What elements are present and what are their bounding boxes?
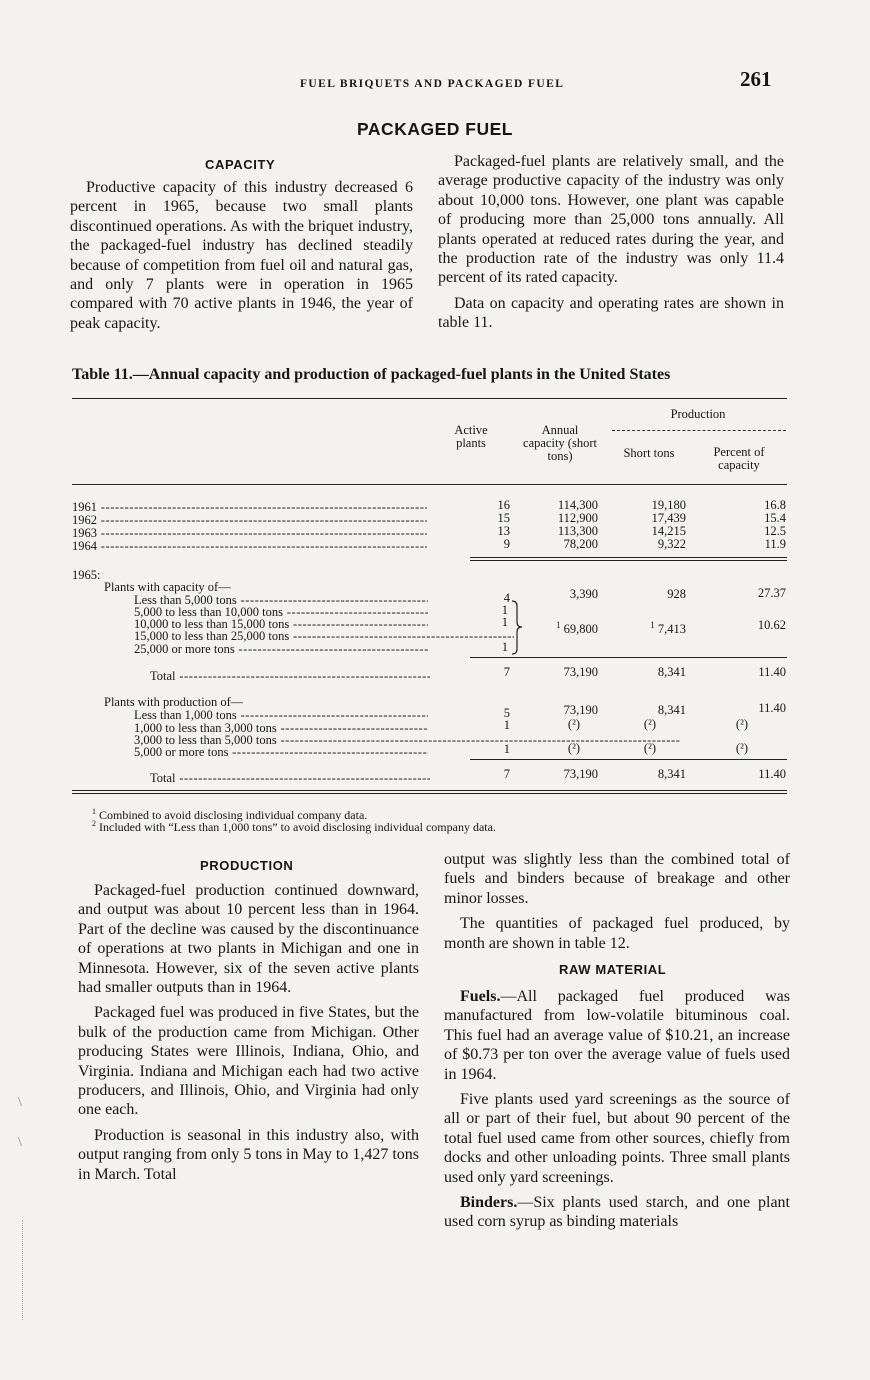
- row-label: 1964 -----: [72, 539, 427, 554]
- row-label: 10,000 to less than 15,000 tons -----: [134, 617, 428, 632]
- footnote-mark: 1: [92, 807, 96, 816]
- rule: [72, 790, 787, 791]
- cell-percent: (²): [735, 717, 748, 731]
- rule: [470, 557, 787, 558]
- raw-material-heading: RAW MATERIAL: [559, 962, 667, 977]
- header-production-rule: [612, 430, 786, 431]
- rule: [470, 759, 787, 760]
- margin-mark: [22, 1220, 24, 1320]
- production-group-heading: Plants with production of—: [104, 695, 244, 709]
- section-title: PACKAGED FUEL: [357, 119, 513, 139]
- cell-capacity: 78,200: [563, 537, 598, 551]
- combined-short-tons-value: 7,413: [657, 622, 686, 637]
- cell-capacity: 114,300: [557, 498, 598, 512]
- header-active-plants: Active plants: [454, 423, 488, 450]
- cell-percent: 11.9: [764, 537, 786, 551]
- grouping-brace: [510, 600, 524, 655]
- cell-plants: 4: [503, 591, 510, 605]
- screenings-paragraph: Five plants used yard screenings as the source of all or part of their fuel, but about 90 percent of the total fuel used came from other sources, chiefly from docks and other unloading points. Three small plants used only yard screenings.: [444, 1091, 790, 1186]
- page-number: 261: [740, 67, 772, 91]
- cell-combined-percent: 10.62: [757, 618, 786, 632]
- footnote-text: Included with “Less than 1,000 tons” to avoid disclosing individual company data.: [99, 820, 496, 834]
- raw-material-column: [444, 987, 790, 1238]
- row-label: 1963 -----: [72, 526, 427, 541]
- table-top-rule: [72, 398, 787, 399]
- footnote-mark: 1: [556, 620, 561, 630]
- total-label: Total -----: [150, 771, 430, 786]
- production-paragraph: Packaged fuel was produced in five States, but the bulk of the production came from Michigan. Other producing States were Illinois, Indiana, Ohio, and Virginia. Indiana and Michigan each had two active producers, and Illinois, Ohio, and Virginia had only one each.: [78, 1004, 419, 1119]
- cell-plants: 13: [497, 524, 510, 538]
- header-production: Production: [670, 407, 726, 421]
- production-continued: output was slightly less than the combined total of fuels and binders because of breakage and other minor losses.: [444, 851, 790, 907]
- cell-combined-short-tons: [620, 620, 686, 637]
- cell-capacity: 112,900: [557, 511, 598, 525]
- cell-plants: 1: [501, 615, 508, 629]
- margin-mark: \: [18, 1095, 22, 1110]
- row-label: 1,000 to less than 3,000 tons -----: [134, 721, 428, 736]
- production-paragraph: Production is seasonal in this industry also, with output ranging from only 5 tons in May to 1,427 tons in March. Total: [78, 1126, 419, 1183]
- fuels-text: —All packaged fuel produced was manufactured from low-volatile bituminous coal. This fuel had an average value of $10.21, an increase of $0.73 per ton over the average value of fuels used in 1964.: [444, 988, 790, 1083]
- header-bottom-rule: [72, 484, 787, 485]
- capacity-right-paragraph: Packaged-fuel plants are relatively small, and the average productive capacity of the industry was only about 10,000 tons. However, one plant was capable of producing more than 25,000 tons annually. All plants operated at reduced rates during the year, and the production rate of the industry was only 11.4 percent of its rated capacity.: [438, 153, 784, 287]
- cell-plants: 15: [497, 511, 510, 525]
- cell-combined-capacity: [530, 620, 598, 637]
- cell-plants: 16: [497, 498, 510, 512]
- margin-mark: \: [18, 1135, 22, 1150]
- cell-plants: 1: [501, 640, 508, 654]
- rule: [72, 793, 787, 794]
- year-1965-label: 1965:: [72, 568, 101, 582]
- production-heading: PRODUCTION: [200, 858, 294, 873]
- cell-short-tons: 928: [667, 587, 686, 601]
- cell-plants: 1: [503, 742, 510, 756]
- cell-short-tons: 17,439: [651, 511, 686, 525]
- cell-short-tons: (²): [643, 741, 656, 755]
- footnote-mark: 2: [92, 819, 96, 828]
- cell-plants: 9: [503, 537, 510, 551]
- row-label: 5,000 to less than 10,000 tons -----: [134, 605, 428, 620]
- binders-paragraph: [444, 1193, 790, 1232]
- row-label: 5,000 or more tons -----: [134, 745, 428, 760]
- total-label: Total -----: [150, 669, 430, 684]
- cell-capacity: 73,190: [563, 703, 598, 717]
- header-annual-capacity: Annual capacity (short tons): [523, 423, 597, 463]
- fuels-label: Fuels.: [460, 988, 501, 1005]
- capacity-left-column: [70, 178, 413, 339]
- row-label: 1961 -----: [72, 500, 427, 515]
- cell-capacity: 73,190: [563, 665, 598, 679]
- cell-plants: 7: [503, 767, 510, 781]
- capacity-right-paragraph: Data on capacity and operating rates are shown in table 11.: [438, 294, 784, 332]
- cell-percent: 15.4: [764, 511, 786, 525]
- cell-capacity: 113,300: [557, 524, 598, 538]
- row-label: 1962 -----: [72, 513, 427, 528]
- cell-short-tons: 19,180: [651, 498, 686, 512]
- footnote-text: Combined to avoid disclosing individual company data.: [99, 808, 368, 822]
- binders-label: Binders.: [460, 1194, 518, 1212]
- production-right-column: [444, 850, 790, 959]
- cell-short-tons: 8,341: [657, 665, 686, 679]
- production-paragraph: The quantities of packaged fuel produced, by month are shown in table 12.: [444, 915, 790, 952]
- header-short-tons: Short tons: [623, 446, 675, 460]
- row-label: Less than 1,000 tons -----: [134, 708, 428, 723]
- cell-short-tons: 8,341: [657, 703, 686, 717]
- capacity-right-column: [438, 152, 784, 339]
- rule: [470, 560, 787, 561]
- row-label: 3,000 to less than 5,000 tons -----: [134, 733, 789, 748]
- header-percent-capacity: Percent of capacity: [713, 445, 765, 472]
- row-label: Less than 5,000 tons -----: [134, 593, 428, 608]
- cell-plants: 7: [503, 665, 510, 679]
- cell-percent: 27.37: [757, 586, 786, 600]
- capacity-heading: CAPACITY: [205, 157, 276, 172]
- capacity-group-heading: Plants with capacity of—: [104, 580, 231, 594]
- binders-text: —Six plants used starch, and one plant used corn syrup as binding materials: [444, 1194, 790, 1231]
- cell-short-tons: (²): [643, 717, 656, 731]
- row-label: 25,000 or more tons -----: [134, 642, 428, 657]
- production-paragraph: Packaged-fuel production continued downward, and output was about 10 percent less than in 1964. Part of the decline was caused by the discontinuance of operations at two plants in Michigan and one in Minnesota. However, six of the seven active plants had smaller outputs than in 1964.: [78, 882, 419, 997]
- fuels-paragraph: [444, 987, 790, 1084]
- row-label: 15,000 to less than 25,000 tons -----: [134, 629, 514, 644]
- cell-short-tons: 9,322: [657, 537, 686, 551]
- footnote-2: [92, 818, 496, 834]
- cell-plants: 1: [503, 718, 510, 732]
- cell-capacity: 3,390: [569, 587, 598, 601]
- cell-percent: 11.40: [758, 701, 786, 715]
- table-title: Table 11.—Annual capacity and production of packaged-fuel plants in the United States: [72, 366, 671, 383]
- cell-percent: 11.40: [758, 767, 786, 781]
- cell-percent: 12.5: [764, 524, 786, 538]
- cell-capacity: (²): [567, 717, 580, 731]
- cell-short-tons: 8,341: [657, 767, 686, 781]
- cell-capacity: (²): [567, 741, 580, 755]
- cell-short-tons: 14,215: [651, 524, 686, 538]
- cell-percent: 11.40: [758, 665, 786, 679]
- cell-percent: (²): [735, 741, 748, 755]
- combined-capacity-value: 69,800: [563, 622, 598, 637]
- production-left-column: [78, 881, 419, 1190]
- cell-percent: 16.8: [764, 498, 786, 512]
- running-head: FUEL BRIQUETS AND PACKAGED FUEL: [300, 78, 565, 90]
- cell-capacity: 73,190: [563, 767, 598, 781]
- cell-plants: 5: [503, 706, 510, 720]
- capacity-paragraph: Productive capacity of this industry decreased 6 percent in 1965, because two small plants discontinued operations. As with the briquet industry, the packaged-fuel industry has declined steadily because of competition from fuel oil and natural gas, and only 7 plants were in operation in 1965 compared with 70 active plants in 1946, the year of peak capacity.: [70, 179, 413, 332]
- footnote-mark: 1: [650, 620, 655, 630]
- rule: [470, 657, 787, 658]
- cell-plants: 1: [501, 603, 508, 617]
